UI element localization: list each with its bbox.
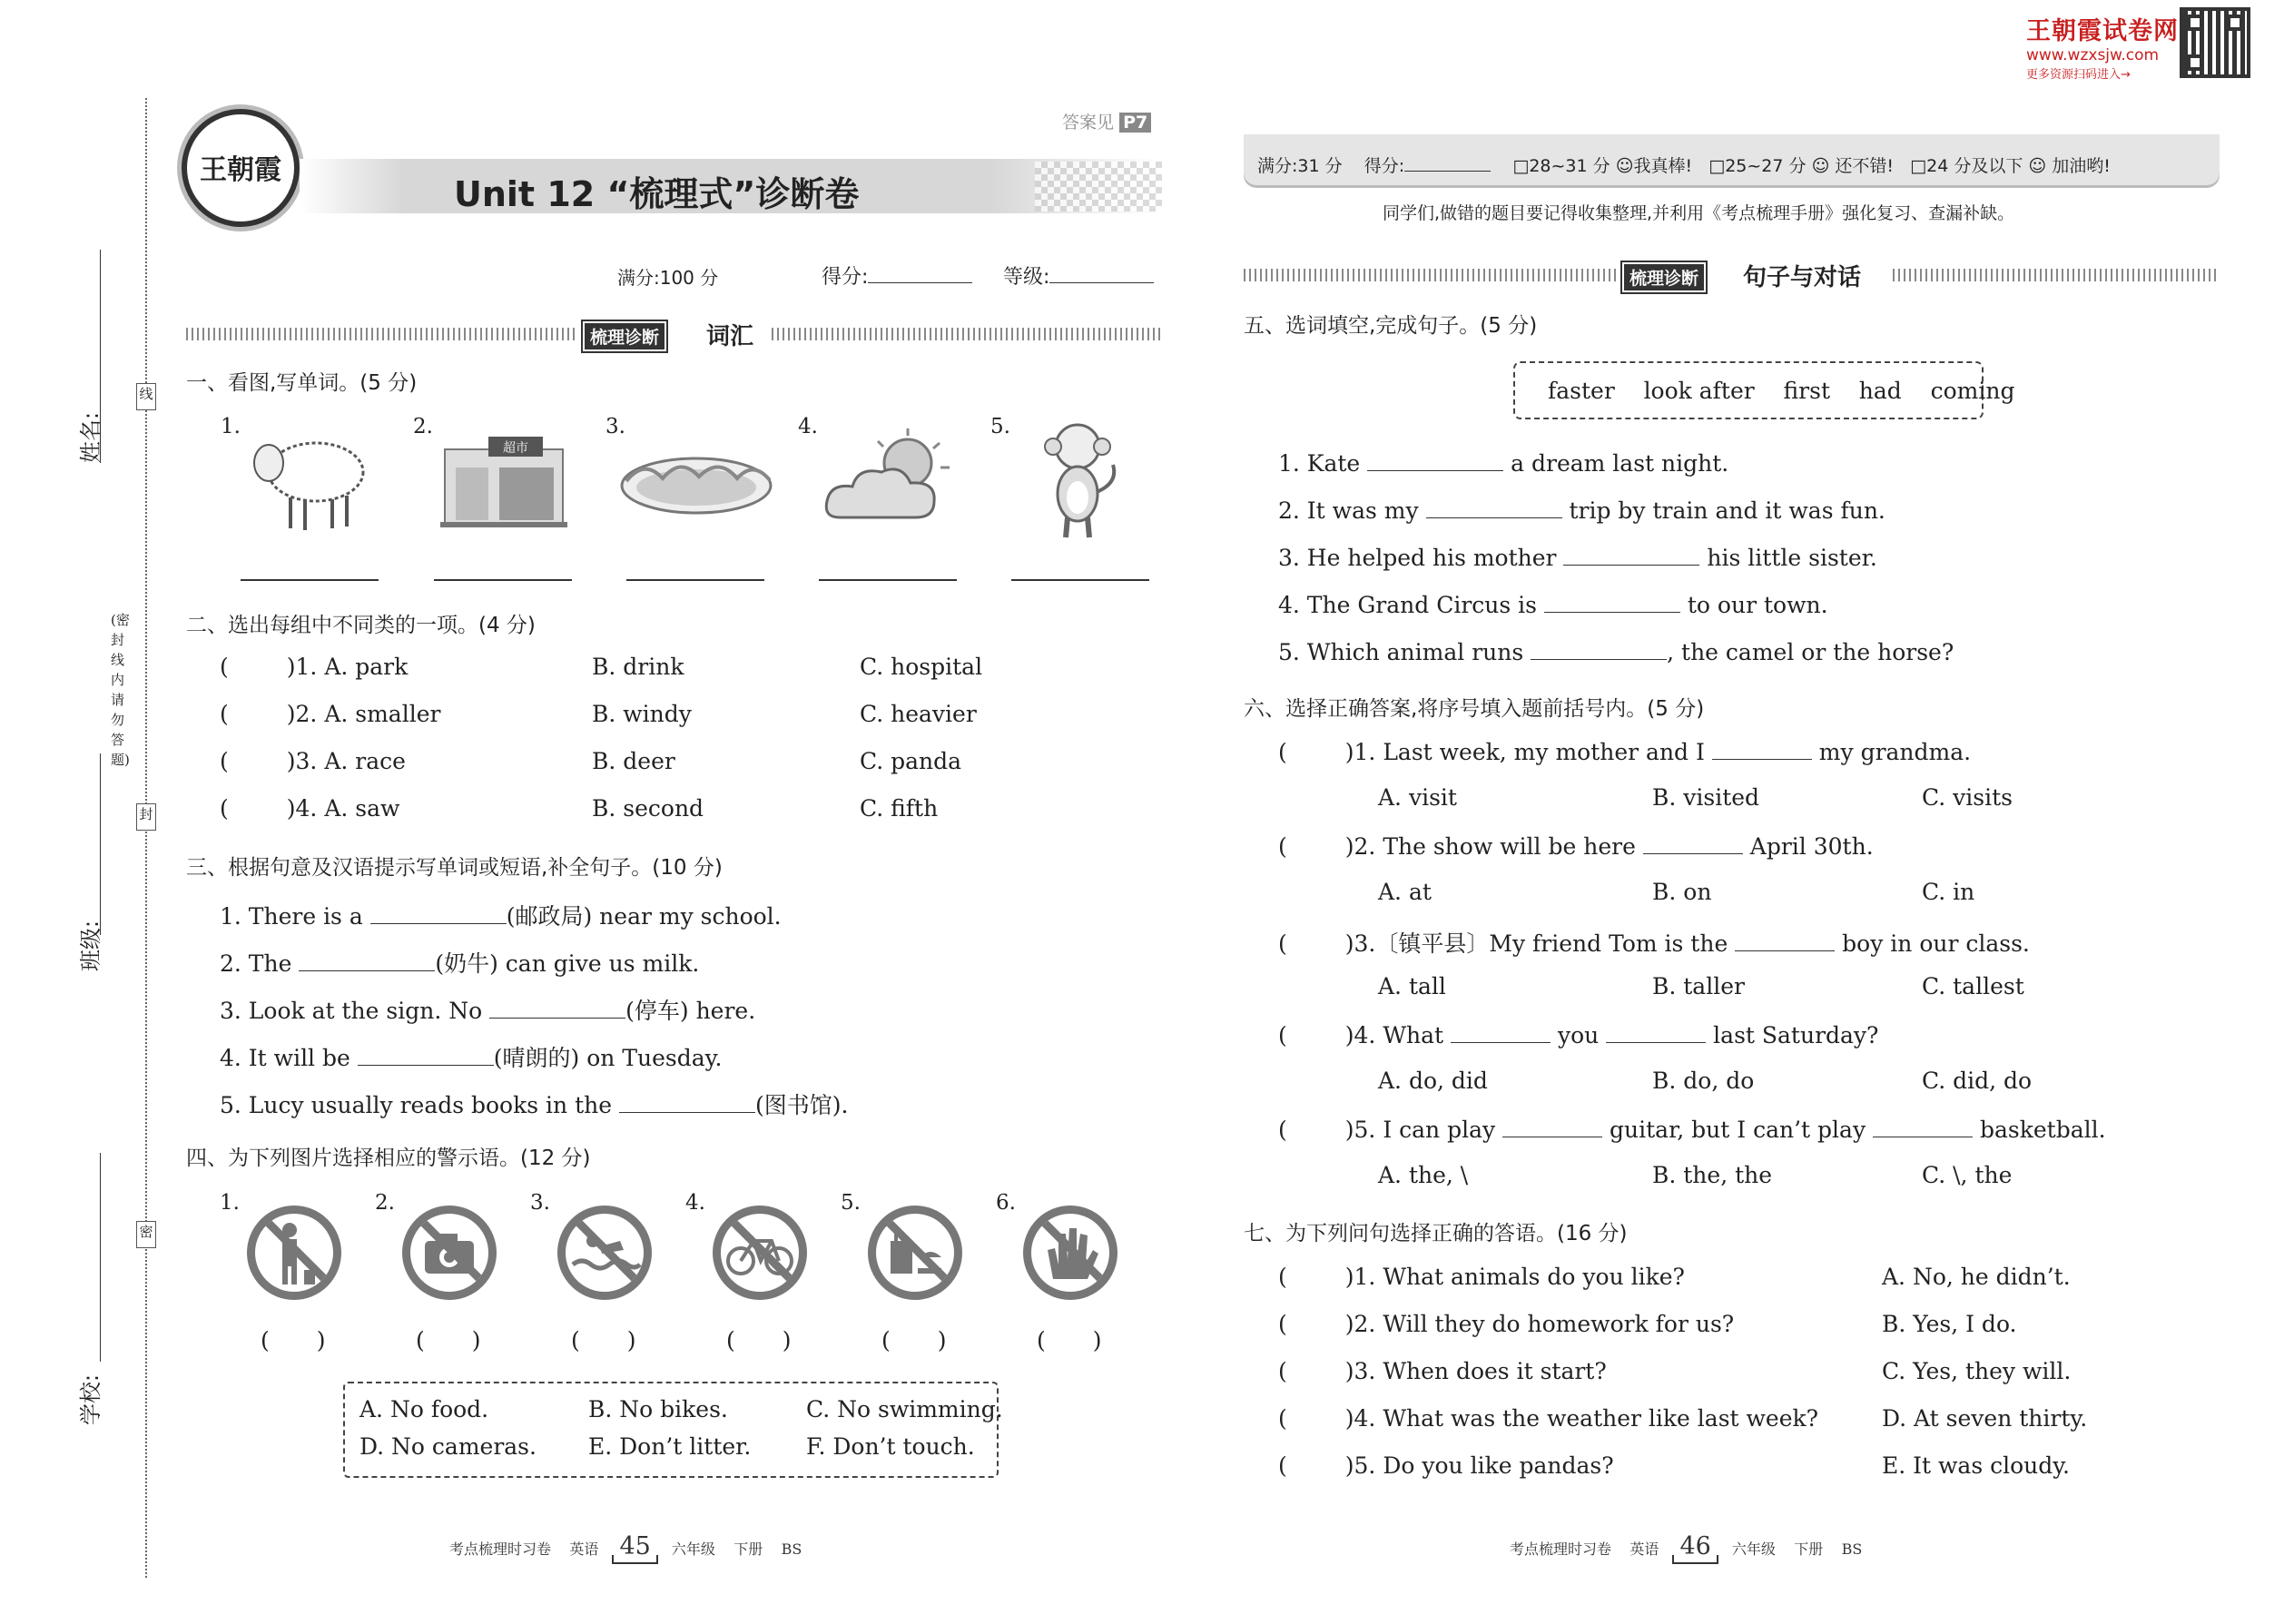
- q2-heading: 二、选出每组中不同类的一项。(4 分): [186, 614, 536, 637]
- q6-text: )3.〔镇平县〕My friend Tom is the: [1344, 930, 1728, 957]
- answer-ref-page: P7: [1119, 113, 1151, 133]
- q3-hint: (邮政局): [506, 903, 593, 930]
- rating-option-3[interactable]: □24 分及以下: [1910, 156, 2023, 176]
- q1-answer-line-5[interactable]: [1011, 579, 1149, 581]
- q6-text: you: [1557, 1022, 1600, 1048]
- q3-text-b: near my school.: [599, 903, 782, 930]
- section-tag: 梳理诊断: [1620, 261, 1708, 294]
- q4-heading: 四、为下列图片选择相应的警示语。(12 分): [186, 1147, 591, 1170]
- q3-hint: (图书馆): [754, 1092, 842, 1118]
- q3-text-a: 4. It will be: [220, 1045, 350, 1071]
- score-field[interactable]: [1404, 154, 1491, 172]
- q6-blank[interactable]: [1606, 1020, 1706, 1043]
- q3-row: [220, 899, 782, 931]
- seal-notice: (密封线内请勿答题): [111, 612, 130, 768]
- q6-option-c: C. \, the: [1922, 1162, 2013, 1188]
- smile-icon: ☺: [1615, 156, 1634, 176]
- sheep-picture: [245, 427, 381, 536]
- score-label: 得分:: [1364, 156, 1405, 176]
- cloudy-weather-picture: [822, 427, 958, 531]
- logo-text: 王朝霞: [200, 154, 281, 186]
- q6-option-c: C. in: [1922, 879, 1975, 905]
- q6-option-b: B. the, the: [1652, 1162, 1773, 1188]
- q7-answer: C. Yes, they will.: [1882, 1358, 2072, 1384]
- q6-question: ( )2. The show will be here April 30th.: [1278, 833, 1874, 860]
- answer-ref: [1062, 109, 1151, 133]
- q2-option-b: B. second: [592, 795, 704, 822]
- name-line: [100, 250, 101, 463]
- q3-text-b: here.: [695, 998, 756, 1024]
- watermark-brand: 王朝霞试卷网: [2026, 17, 2179, 45]
- q6-option-b: B. taller: [1652, 973, 1745, 999]
- q6-option-c: C. visits: [1922, 784, 2013, 811]
- q3-hint: (晴朗的): [493, 1045, 580, 1071]
- monkey-picture: [1035, 419, 1121, 542]
- q5-text-b: , the camel or the horse?: [1667, 639, 1954, 665]
- q3-blank[interactable]: [489, 996, 625, 1019]
- q2-option-a: )4. A. saw: [286, 795, 400, 822]
- footer-ed: BS: [1841, 1540, 1863, 1558]
- q6-text: last Saturday?: [1713, 1022, 1879, 1048]
- q2-option-c: C. hospital: [860, 654, 983, 680]
- q5-text-b: a dream last night.: [1511, 450, 1729, 477]
- q6-blank[interactable]: [1502, 1115, 1602, 1137]
- q7-text: )4. What was the weather like last week?: [1344, 1405, 1819, 1432]
- q4-option: F. Don’t touch.: [806, 1433, 975, 1460]
- q3-text-a: 5. Lucy usually reads books in the: [220, 1092, 613, 1118]
- q4-num: 1.: [220, 1191, 240, 1215]
- class-line: [100, 753, 101, 935]
- q5-row: [1278, 543, 1877, 571]
- score-field[interactable]: [868, 263, 972, 283]
- q5-text-a: 1. Kate: [1278, 450, 1361, 477]
- q1-num: 4.: [798, 415, 818, 438]
- seal-box-3: 密: [136, 1221, 156, 1248]
- q6-option-a: A. tall: [1378, 973, 1446, 999]
- footer-subject: 英语: [1629, 1540, 1659, 1558]
- grade-field[interactable]: [1049, 263, 1154, 283]
- q4-answer-paren[interactable]: ( ): [416, 1327, 481, 1353]
- q6-blank[interactable]: [1451, 1020, 1551, 1043]
- q6-option-a: A. the, \: [1378, 1162, 1469, 1188]
- seal-box-2: 封: [136, 803, 156, 831]
- q4-answer-paren[interactable]: ( ): [571, 1327, 636, 1353]
- q3-hint: (奶牛): [435, 950, 498, 977]
- q7-text: )1. What animals do you like?: [1344, 1264, 1685, 1290]
- q7-heading: 七、为下列问句选择正确的答语。(16 分): [1244, 1222, 1628, 1245]
- q2-option-a: )2. A. smaller: [286, 701, 441, 727]
- q6-option-c: C. did, do: [1922, 1068, 2033, 1094]
- rating-option-1[interactable]: □28~31 分: [1512, 156, 1610, 176]
- school-line: [100, 1153, 101, 1362]
- q6-question: ( )1. Last week, my mother and I my grandma.: [1278, 739, 1972, 765]
- q3-heading: 三、根据句意及汉语提示写单词或短语,补全句子。(10 分): [186, 856, 723, 880]
- score-bar-content: [1257, 153, 2111, 177]
- q3-blank[interactable]: [358, 1043, 494, 1066]
- q6-text: guitar, but I can’t play: [1610, 1117, 1866, 1143]
- q4-option: E. Don’t litter.: [588, 1433, 752, 1460]
- no-cameras-sign: [402, 1206, 497, 1300]
- footer-page-number: 46: [1679, 1532, 1711, 1560]
- q4-answer-paren[interactable]: ( ): [881, 1327, 947, 1353]
- q1-num: 5.: [990, 415, 1010, 438]
- q4-num: 2.: [375, 1191, 395, 1215]
- q3-hint: (停车): [625, 998, 689, 1024]
- q7-text: )5. Do you like pandas?: [1344, 1452, 1614, 1479]
- q6-option-a: A. visit: [1378, 784, 1457, 811]
- q5-text-a: 3. He helped his mother: [1278, 545, 1557, 571]
- score-full: 满分:100 分: [617, 267, 719, 289]
- q7-question: ( )2. Will they do homework for us?: [1278, 1311, 1735, 1337]
- q2-option-c: C. fifth: [860, 795, 939, 822]
- tip-text: 同学们,做错的题目要记得收集整理,并利用《考点梳理手册》强化复习、查漏补缺。: [1383, 203, 2015, 223]
- q4-num: 4.: [685, 1191, 705, 1215]
- section-title: 词汇: [706, 323, 754, 350]
- q2-row: ( )2. A. smaller: [220, 701, 441, 727]
- q7-question: ( )1. What animals do you like?: [1278, 1264, 1685, 1290]
- footer-ed: BS: [781, 1540, 802, 1558]
- rating-text-2: 还不错!: [1835, 156, 1895, 176]
- q6-question: ( )3.〔镇平县〕My friend Tom is the boy in our class.: [1278, 930, 2030, 957]
- section-rule-left-b: [772, 328, 1162, 340]
- score-label-text: 得分:: [822, 266, 869, 289]
- q4-answer-paren[interactable]: ( ): [726, 1327, 792, 1353]
- q6-text: boy in our class.: [1842, 930, 2030, 957]
- q2-row: ( )1. A. park: [220, 654, 409, 680]
- q6-option-b: B. visited: [1652, 784, 1760, 811]
- no-bikes-sign: [713, 1206, 807, 1300]
- score-label: [822, 261, 972, 290]
- q2-option-a: )3. A. race: [286, 748, 406, 774]
- footer-book: 考点梳理时习卷: [1510, 1540, 1612, 1558]
- q4-num: 6.: [996, 1191, 1016, 1215]
- q5-row: [1278, 496, 1885, 524]
- q6-blank[interactable]: [1873, 1115, 1973, 1137]
- binding-dotted-line: [145, 98, 147, 1578]
- grade-label-text: 等级:: [1003, 266, 1050, 289]
- qr-code: [2183, 11, 2247, 74]
- q1-answer-line-4[interactable]: [819, 579, 957, 581]
- class-label: 班级:: [78, 920, 103, 971]
- no-food-sign: [868, 1206, 962, 1300]
- name-label: 姓名:: [78, 411, 103, 463]
- q4-num: 5.: [841, 1191, 861, 1215]
- q2-option-b: B. drink: [592, 654, 684, 680]
- footer-grade: 六年级: [671, 1540, 715, 1558]
- footer-page-number: 45: [619, 1532, 651, 1560]
- supermarket-sign: 超市: [503, 441, 528, 456]
- q7-question: ( )3. When does it start?: [1278, 1358, 1607, 1384]
- logo-badge: [182, 109, 300, 227]
- school-label: 学校:: [78, 1373, 103, 1425]
- q3-text-a: 2. The: [220, 950, 292, 977]
- section-rule-right-a: [1244, 269, 1616, 281]
- title-checker: [1035, 162, 1162, 212]
- q5-blank[interactable]: [1544, 590, 1680, 613]
- left-footer: [449, 1532, 802, 1560]
- q7-text: )2. Will they do homework for us?: [1344, 1311, 1735, 1337]
- q6-text: )2. The show will be here: [1344, 833, 1636, 860]
- q7-answer: A. No, he didn’t.: [1882, 1264, 2071, 1290]
- section-rule-left-a: [186, 328, 576, 340]
- q6-text: )4. What: [1344, 1022, 1444, 1048]
- q5-text-b: his little sister.: [1707, 545, 1877, 571]
- q2-option-c: C. heavier: [860, 701, 977, 727]
- q1-num: 2.: [413, 415, 433, 438]
- q6-option-b: B. do, do: [1652, 1068, 1755, 1094]
- q6-heading: 六、选择正确答案,将序号填入题前括号内。(5 分): [1244, 697, 1705, 721]
- smile-icon: ☺: [1811, 156, 1830, 176]
- q5-text-b: to our town.: [1687, 592, 1828, 618]
- section-rule-right-b: [1893, 269, 2220, 281]
- score-full: 满分:31 分: [1257, 156, 1343, 176]
- rating-option-2[interactable]: □25~27 分: [1708, 156, 1807, 176]
- q2-option-b: B. windy: [592, 701, 692, 727]
- q5-text-b: trip by train and it was fun.: [1569, 497, 1885, 524]
- q4-num: 3.: [530, 1191, 550, 1215]
- q5-blank[interactable]: [1367, 448, 1503, 471]
- footer-vol: 下册: [1794, 1540, 1824, 1558]
- q1-answer-line-1[interactable]: [241, 579, 379, 581]
- q3-row: [220, 1040, 722, 1073]
- q1-heading: 一、看图,写单词。(5 分): [186, 371, 418, 395]
- q7-question: ( )4. What was the weather like last week?: [1278, 1405, 1819, 1432]
- q6-text: )5. I can play: [1344, 1117, 1496, 1143]
- q3-text-b: on Tuesday.: [586, 1045, 723, 1071]
- page-title: Unit 12 “梳理式”诊断卷: [454, 174, 860, 214]
- q6-option-a: A. do, did: [1378, 1068, 1488, 1094]
- q5-text-a: 4. The Grand Circus is: [1278, 592, 1537, 618]
- q6-option-a: A. at: [1378, 879, 1432, 905]
- no-litter-sign: [247, 1206, 341, 1300]
- q1-answer-line-3[interactable]: [626, 579, 764, 581]
- q7-question: ( )5. Do you like pandas?: [1278, 1452, 1614, 1479]
- smile-icon: ☺: [2028, 156, 2047, 176]
- q2-option-a: )1. A. park: [286, 654, 409, 680]
- q3-row: [220, 1088, 848, 1120]
- q7-answer: E. It was cloudy.: [1882, 1452, 2070, 1479]
- q1-num: 3.: [605, 415, 625, 438]
- q3-row: [220, 946, 699, 979]
- q4-answer-paren[interactable]: ( ): [261, 1327, 326, 1353]
- q5-text-a: 2. It was my: [1278, 497, 1419, 524]
- q5-row: [1278, 590, 1828, 618]
- q6-option-b: B. on: [1652, 879, 1712, 905]
- q5-blank[interactable]: [1563, 543, 1699, 566]
- q1-num: 1.: [221, 415, 241, 438]
- watermark-note: 更多资源扫码进入→: [2026, 68, 2131, 82]
- q3-blank[interactable]: [619, 1090, 755, 1113]
- q6-blank[interactable]: [1643, 832, 1743, 854]
- q2-row: ( )4. A. saw: [220, 795, 400, 822]
- q5-row: [1278, 637, 1954, 665]
- q6-blank[interactable]: [1712, 737, 1812, 760]
- grade-label: [1003, 261, 1154, 290]
- q3-text-b: .: [841, 1092, 849, 1118]
- q7-answer: B. Yes, I do.: [1882, 1311, 2017, 1337]
- right-footer: [1510, 1532, 1862, 1560]
- q6-text: )1. Last week, my mother and I: [1344, 739, 1705, 765]
- watermark-url: www.wzxsjw.com: [2026, 46, 2160, 64]
- q6-text: my grandma.: [1818, 739, 1972, 765]
- q5-blank[interactable]: [1531, 637, 1667, 660]
- footer-book: 考点梳理时习卷: [449, 1540, 552, 1558]
- seal-box-1: 线: [136, 383, 156, 410]
- q3-text-a: 3. Look at the sign. No: [220, 998, 483, 1024]
- q4-option: B. No bikes.: [588, 1396, 728, 1422]
- q4-answer-paren[interactable]: ( ): [1037, 1327, 1102, 1353]
- q2-option-c: C. panda: [860, 748, 962, 774]
- lake-picture: [617, 440, 776, 522]
- q5-text-a: 5. Which animal runs: [1278, 639, 1524, 665]
- q3-blank[interactable]: [299, 949, 435, 971]
- q5-blank[interactable]: [1426, 496, 1562, 518]
- q7-text: )3. When does it start?: [1344, 1358, 1607, 1384]
- q5-word-bank: faster look after first had coming: [1548, 378, 2015, 404]
- section-tag: 梳理诊断: [581, 320, 668, 353]
- no-swimming-sign: [557, 1206, 652, 1300]
- q5-row: [1278, 448, 1728, 477]
- q6-text: basketball.: [1979, 1117, 2106, 1143]
- footer-vol: 下册: [733, 1540, 763, 1558]
- rating-text-3: 加油哟!: [2052, 156, 2111, 176]
- q2-row: ( )3. A. race: [220, 748, 406, 774]
- q3-text-a: 1. There is a: [220, 903, 363, 930]
- q3-row: [220, 993, 755, 1026]
- q6-question: ( )4. What you last Saturday?: [1278, 1022, 1879, 1048]
- section-title: 句子与对话: [1743, 264, 1862, 291]
- q3-blank[interactable]: [370, 901, 507, 924]
- q6-question: ( )5. I can play guitar, but I can’t play basketball.: [1278, 1117, 2106, 1143]
- watermark: [2026, 11, 2181, 82]
- q2-option-b: B. deer: [592, 748, 675, 774]
- q6-text: April 30th.: [1749, 833, 1874, 860]
- q6-blank[interactable]: [1735, 929, 1835, 951]
- q1-answer-line-2[interactable]: [434, 579, 572, 581]
- q7-answer: D. At seven thirty.: [1882, 1405, 2088, 1432]
- no-touch-sign: [1023, 1206, 1117, 1300]
- q5-heading: 五、选词填空,完成句子。(5 分): [1244, 314, 1538, 338]
- q6-option-c: C. tallest: [1922, 973, 2024, 999]
- footer-grade: 六年级: [1731, 1540, 1776, 1558]
- q3-text-b: can give us milk.: [505, 950, 700, 977]
- rating-text-1: 我真棒!: [1633, 156, 1693, 176]
- q4-option: D. No cameras.: [359, 1433, 537, 1460]
- footer-subject: 英语: [569, 1540, 599, 1558]
- supermarket-picture: [436, 431, 572, 531]
- answer-ref-label: 答案见: [1062, 113, 1115, 133]
- q4-option: A. No food.: [359, 1396, 489, 1422]
- q4-option: C. No swimming.: [806, 1396, 1003, 1422]
